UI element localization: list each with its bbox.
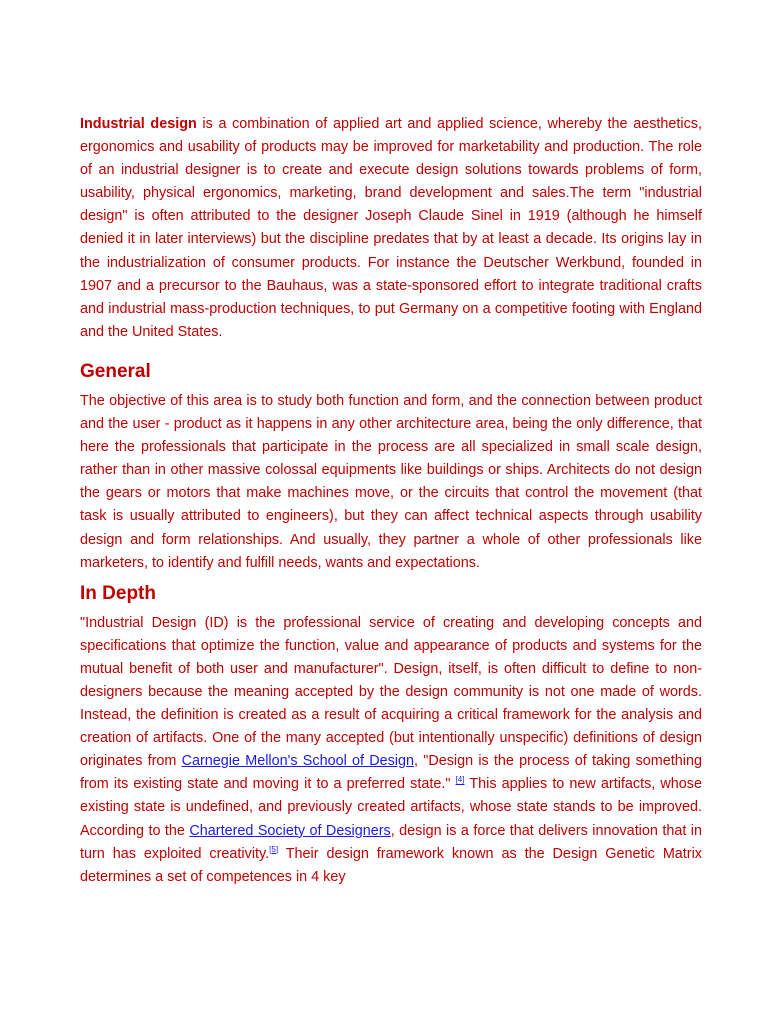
reference-5: [269, 845, 278, 854]
heading-general: General: [80, 360, 151, 382]
in-depth-text-4: , design is a force that delivers innovation that in turn has exploited creativity.: [80, 822, 703, 862]
in-depth-paragraph: [80, 612, 702, 889]
intro-term: Industrial design: [80, 116, 197, 132]
chartered-society-link[interactable]: Chartered Society of Designers: [189, 822, 391, 839]
reference-5-link[interactable]: [5]: [269, 844, 279, 854]
heading-in-depth: In Depth: [80, 582, 156, 604]
carnegie-mellon-link[interactable]: Carnegie Mellon's School of Design: [181, 753, 414, 770]
reference-4-link[interactable]: [4]: [455, 775, 465, 785]
in-depth-text-3: This applies to new artifacts, whose existing state is undefined, and previously created artifacts, whose state stands to be improved. According to the: [80, 776, 702, 839]
intro-text: is a combination of applied art and applied science, whereby the aesthetics, ergonomics and usability of products may be improved for marketability and production. The role of an industrial designer is to create and execute design solutions towards problems of form, usability, physical ergonomics, marketing, brand development and sales.The term "industrial design" is often attributed to the designer Joseph Claude Sinel in 1919 (although he himself denied it in later interviews) but the discipline predates that by at least a decade. Its origins lay in the industrialization of consumer products. For instance the Deutscher Werkbund, founded in 1907 and a precursor to the Bauhaus, was a state-sponsored effort to integrate traditional crafts and industrial mass-production techniques, to put Germany on a competitive footing with England and the United States.: [80, 116, 702, 340]
in-depth-text-1: "Industrial Design (ID) is the professional service of creating and developing concepts and specifications that optimize the function, value and appearance of products and systems for the mutual benefit of both user and manufacturer". Design, itself, is often difficult to define to non-designers because the meaning accepted by the design community is not one made of words. Instead, the definition is created as a result of acquiring a critical framework for the analysis and creation of artifacts. One of the many accepted (but intentionally unspecific) definitions of design originates from: [80, 614, 702, 770]
document-page: [80, 113, 702, 889]
intro-paragraph: [80, 113, 702, 344]
general-paragraph: The objective of this area is to study both function and form, and the connection between product and the user - product as it happens in any other architecture area, being the only difference, that here the professionals that participate in the process are all specialized in small scale design, rather than in other massive colossal equipments like buildings or ships. Architects do not design the gears or motors that make machines move, or the circuits that control the movement (that task is usually attributed to engineers), but they can affect technical aspects through usability design and form relationships. And usually, they partner a whole of other professionals like marketers, to identify and fulfill needs, wants and expectations.: [80, 392, 702, 571]
in-depth-text-5: Their design framework known as the Design Genetic Matrix determines a set of competences in 4 key: [80, 845, 702, 885]
in-depth-text-2: , "Design is the process of taking something from its existing state and moving it to a preferred state.": [80, 753, 702, 793]
